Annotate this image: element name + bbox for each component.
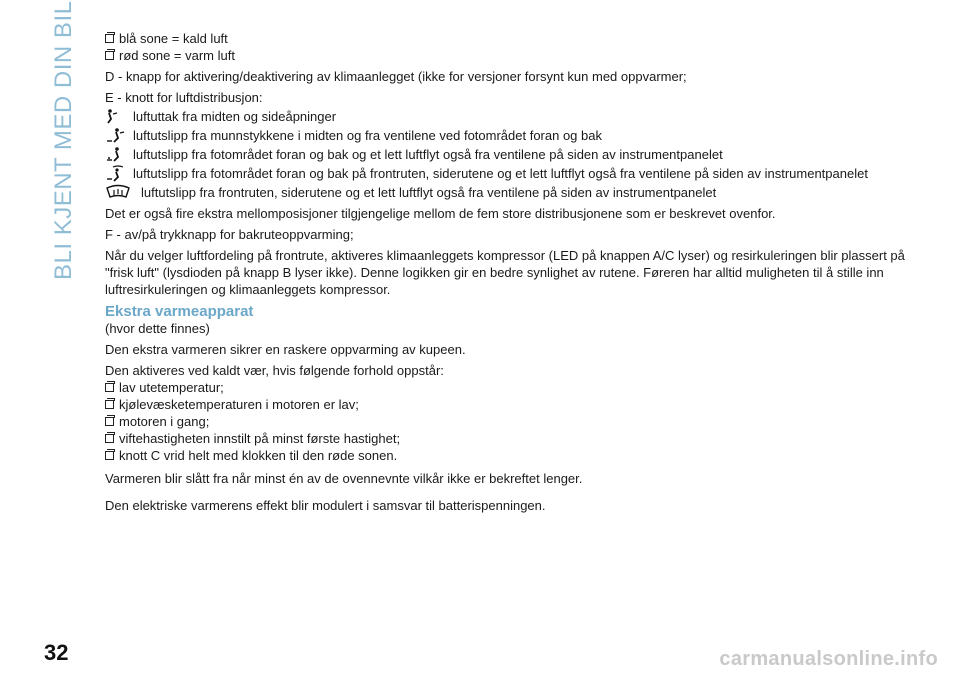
distribution-item xyxy=(105,146,925,163)
bullet-text: blå sone = kald luft xyxy=(119,31,228,46)
distribution-item xyxy=(105,108,925,125)
chapter-title: BLI KJENT MED DIN BIL xyxy=(50,0,77,280)
paragraph-d: D - knapp for aktivering/deaktivering av klimaanlegget (ikke for versjoner forsynt kun med oppvarmer; xyxy=(105,69,687,84)
bullet-item xyxy=(105,30,925,47)
condition-text: kjølevæsketemperaturen i motoren er lav; xyxy=(119,397,359,412)
checkbox-bullet-icon xyxy=(105,383,114,392)
defrost-windshield-icon xyxy=(105,184,131,201)
checkbox-bullet-icon xyxy=(105,417,114,426)
distribution-text: luftutslipp fra munnstykkene i midten og fra ventilene ved fotområdet foran og bak xyxy=(133,128,602,143)
distribution-text: luftutslipp fra fotområdet foran og bak og et lett luftflyt også fra ventilene på siden av instrumentpanelet xyxy=(133,147,723,162)
airflow-face-icon xyxy=(105,108,127,125)
condition-text: lav utetemperatur; xyxy=(119,380,224,395)
condition-text: viftehastigheten innstilt på minst første hastighet; xyxy=(119,431,401,446)
airflow-feet-icon xyxy=(105,146,127,163)
checkbox-bullet-icon xyxy=(105,34,114,43)
condition-text: knott C vrid helt med klokken til den røde sonen. xyxy=(119,448,398,463)
distribution-item xyxy=(105,127,925,144)
checkbox-bullet-icon xyxy=(105,51,114,60)
condition-item xyxy=(105,447,925,464)
airflow-feet-windshield-icon xyxy=(105,165,127,182)
page-number: 32 xyxy=(44,640,69,665)
distribution-item xyxy=(105,165,925,182)
paragraph-heater-power: Den elektriske varmerens effekt blir modulert i samsvar til batterispenningen. xyxy=(105,498,546,513)
paragraph-e: E - knott for luftdistribusjon: xyxy=(105,90,263,105)
checkbox-bullet-icon xyxy=(105,400,114,409)
condition-text: motoren i gang; xyxy=(119,414,210,429)
paragraph-f: F - av/på trykknapp for bakruteoppvarming; xyxy=(105,227,354,242)
distribution-text: luftuttak fra midten og sideåpninger xyxy=(133,109,337,124)
condition-item xyxy=(105,396,925,413)
condition-item xyxy=(105,430,925,447)
airflow-face-feet-icon xyxy=(105,127,127,144)
checkbox-bullet-icon xyxy=(105,451,114,460)
bullet-text: rød sone = varm luft xyxy=(119,48,235,63)
distribution-item xyxy=(105,184,925,201)
condition-item xyxy=(105,413,925,430)
distribution-text: luftutslipp fra fotområdet foran og bak på frontruten, siderutene og et lett luftflyt også fra ventilene på siden av instrumentpanelet xyxy=(133,166,868,181)
paragraph-extra-positions: Det er også fire ekstra mellomposisjoner tilgjengelige mellom de fem store distribusjonene som er beskrevet ovenfor. xyxy=(105,206,776,221)
section-subheading: (hvor dette finnes) xyxy=(105,321,210,336)
section-heading: Ekstra varmeapparat xyxy=(105,303,254,320)
checkbox-bullet-icon xyxy=(105,434,114,443)
condition-item xyxy=(105,379,925,396)
paragraph-heater-1: Den ekstra varmeren sikrer en raskere oppvarming av kupeen. xyxy=(105,342,466,357)
paragraph-heater-2: Den aktiveres ved kaldt vær, hvis følgende forhold oppstår: xyxy=(105,363,444,378)
distribution-text: luftutslipp fra frontruten, siderutene og et lett luftflyt også fra ventilene på siden av instrumentpanelet xyxy=(141,185,717,200)
paragraph-heater-off: Varmeren blir slått fra når minst én av de ovennevnte vilkår ikke er bekreftet lenger. xyxy=(105,471,583,486)
watermark: carmanualsonline.info xyxy=(719,648,938,670)
document-body xyxy=(105,30,925,514)
bullet-item xyxy=(105,47,925,64)
paragraph-logic: Når du velger luftfordeling på frontrute, aktiveres klimaanleggets kompressor (LED på knappen A/C lyser) og resirkuleringen blir plassert på "frisk luft" (lysdioden på knapp B lyser ikke). Denne logikken gir en bedre synlighet av rutene. Føreren har alltid muligheten til å stille inn luftresirkuleringen og klimaanleggets kompressor. xyxy=(105,248,905,297)
